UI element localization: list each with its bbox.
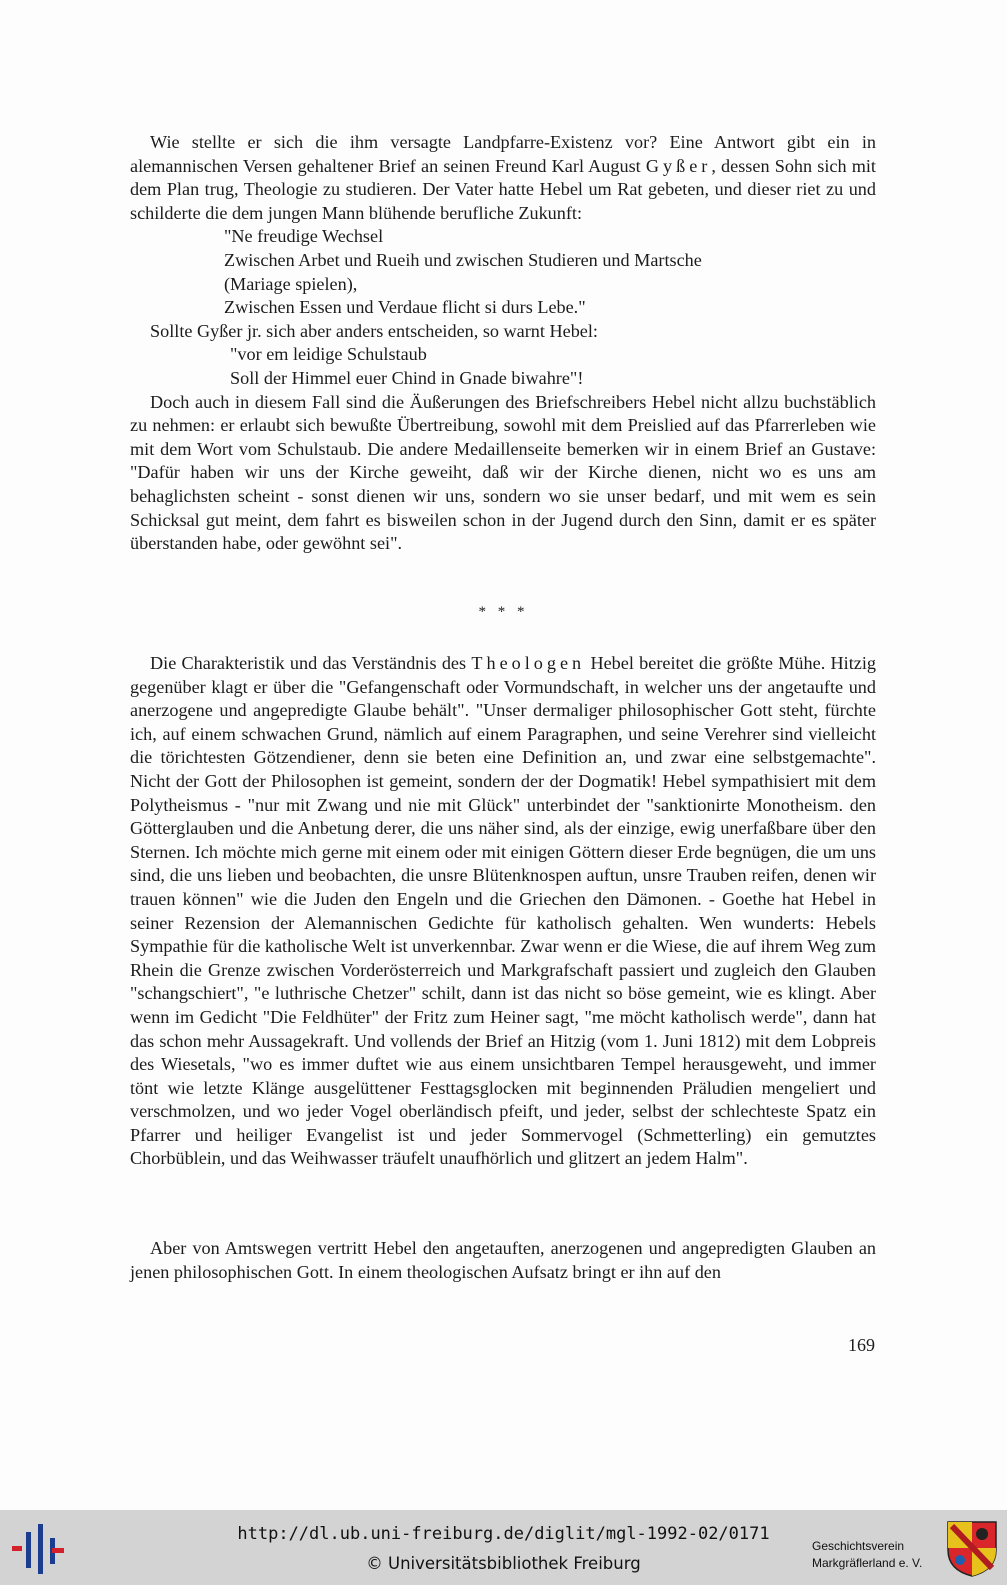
verse-block-1 — [130, 225, 876, 319]
section-divider: * * * — [478, 604, 529, 620]
verse-line: "Ne freudige Wechsel — [224, 226, 384, 247]
verse-block-2 — [130, 343, 876, 390]
verse-line: "vor em leidige Schulstaub — [230, 344, 427, 365]
paragraph-3: Doch auch in diesem Fall sind die Äußerungen des Briefschreibers Hebel nicht allzu buchstäblich zu nehmen: er erlaubt sich bewußte Übertreibung, sowohl mit dem Preislied auf das Pfarrerleben wie mit dem Wort vom Schulstaub. Die andere Medaillenseite bemerken wir in einem Brief an Gustave: "Dafür haben wir uns der Kirche geweiht, daß wir der Kirche dienen, nicht wo es uns am behaglichsten scheint - sonst dienen wir uns, sondern wo sie unser bedarf, und mit wem es sein Schicksal gut meint, dem fahrt es bisweilen schon in der Jugend durch den Sinn, damit er es später überstanden habe, oder gewöhnt sei". — [130, 391, 876, 554]
body-text-bottom — [130, 652, 876, 1171]
page-number: 169 — [848, 1335, 875, 1355]
footer-copyright: © Universitätsbibliothek Freiburg — [366, 1554, 641, 1573]
body-text-top — [130, 131, 876, 556]
verse-line: Zwischen Arbet und Rueih und zwischen Studieren und Martsche — [224, 249, 702, 270]
body-text-last — [130, 1237, 876, 1284]
paragraph-1: Wie stellte er sich die ihm versagte Landpfarre-Existenz vor? Eine Antwort gibt ein in alemannischen Versen gehaltener Brief an seinen Freund Karl August Gyßer, dessen Sohn sich mit dem Plan trug, Theologie zu studieren. Der Vater hatte Hebel um Rat gebeten, und dieser riet zu und schilderte die dem jungen Mann blühende berufliche Zukunft: — [130, 132, 876, 223]
footer-url-link[interactable]: http://dl.ub.uni-freiburg.de/diglit/mgl-1992-02/0171 — [237, 1524, 770, 1544]
verse-line: (Mariage spielen), — [224, 273, 358, 294]
society-line-1: Geschichtsverein — [812, 1539, 905, 1553]
paragraph-4: Die Charakteristik und das Verständnis des Theologen Hebel bereitet die größte Mühe. Hitzig gegenüber klagt er über die "Gefangenschaft oder Vormundschaft, in welcher uns der angetaufte und anerzogene und angepredigte Glaube behält". "Unser dermaliger philosophischer Gott steht, fürchte ich, auf einem schwachen Grund, nämlich auf einem Paragraphen, und seine Verehrer sind vielleicht die törichtesten Götzendiener, denn sie beten eine Definition an, und zwar eine selbstgemachte". Nicht der Gott der Philosophen ist gemeint, sondern der der Dogmatik! Hebel sympathisiert mit dem Polytheismus - "nur mit Zwang und nie mit Glück" unterbindet der "sanktionirte Monotheism. den Götterglauben und die Anbetung derer, die uns näher sind, als der einzige, ewig unerfaßbare über den Sternen. Ich möchte mich gerne mit einem oder mit einigen Göttern dieser Erde begnügen, die um uns sind, die uns lieben und beobachten, die unsre Blütenknospen auftun, unsre Trauben reifen, denen wir trauen können" wie die Juden den Engeln und die Griechen den Dämonen. - Goethe hat Hebel in seiner Rezension der Alemannischen Gedichte für katholisch gehalten. Wen wunderts: Hebels Sympathie für die katholische Welt ist unverkennbar. Zwar wenn er die Wiese, die auf ihrem Weg zum Rhein die Grenze zwischen Vorderösterreich und Markgrafschaft passiert und zugleich den Glauben "schangschiert", "e luthrische Chetzer" schilt, dann ist das nicht so böse gemeint, wie es klingt. Aber wenn im Gedicht "Die Feldhüter" der Fritz zum Heiner sagt, "me möcht katholisch werde", dann hat das schon mehr Aussagekraft. Und vollends der Brief an Hitzig (vom 1. Juni 1812) mit dem Lobpreis des Wiesetals, "wo es immer duftet wie aus einem unsichtbaren Tempel herausgeweht, und immer tönt wie letzte Klänge ausgelüttener Festtagsglocken mit beginnenden Präludien mengeliert und verschmolzen, und wo jeder Vogel oberländisch pfeift, und jeder, selbst der schlechteste Spatz ein Pfarrer und heiliger Evangelist ist und jeder Sommervogel (Schmetterling) ein gemutztes Chorbüblein, und das Weihwasser träufelt unaufhörlich und glitzert an jedem Halm". — [130, 653, 876, 1169]
spaced-term: Theologen — [471, 653, 586, 673]
coat-of-arms-icon — [946, 1520, 998, 1578]
spaced-name: Gyßer — [645, 155, 712, 176]
paragraph-5: Aber von Amtswegen vertritt Hebel den angetauften, anerzogenen und angepredigten Glauben an jenen philosophischen Gott. In einem theologischen Aufsatz bringt er ihn auf den — [130, 1238, 876, 1282]
paragraph-2: Sollte Gyßer jr. sich aber anders entscheiden, so warnt Hebel: — [150, 320, 598, 341]
society-name — [812, 1538, 922, 1572]
verse-line: Zwischen Essen und Verdaue flicht si durs Lebe." — [224, 297, 586, 318]
verse-line: Soll der Himmel euer Chind in Gnade biwahre"! — [230, 367, 584, 388]
society-line-2: Markgräflerland e. V. — [812, 1556, 923, 1570]
footer-bar — [0, 1510, 1007, 1585]
